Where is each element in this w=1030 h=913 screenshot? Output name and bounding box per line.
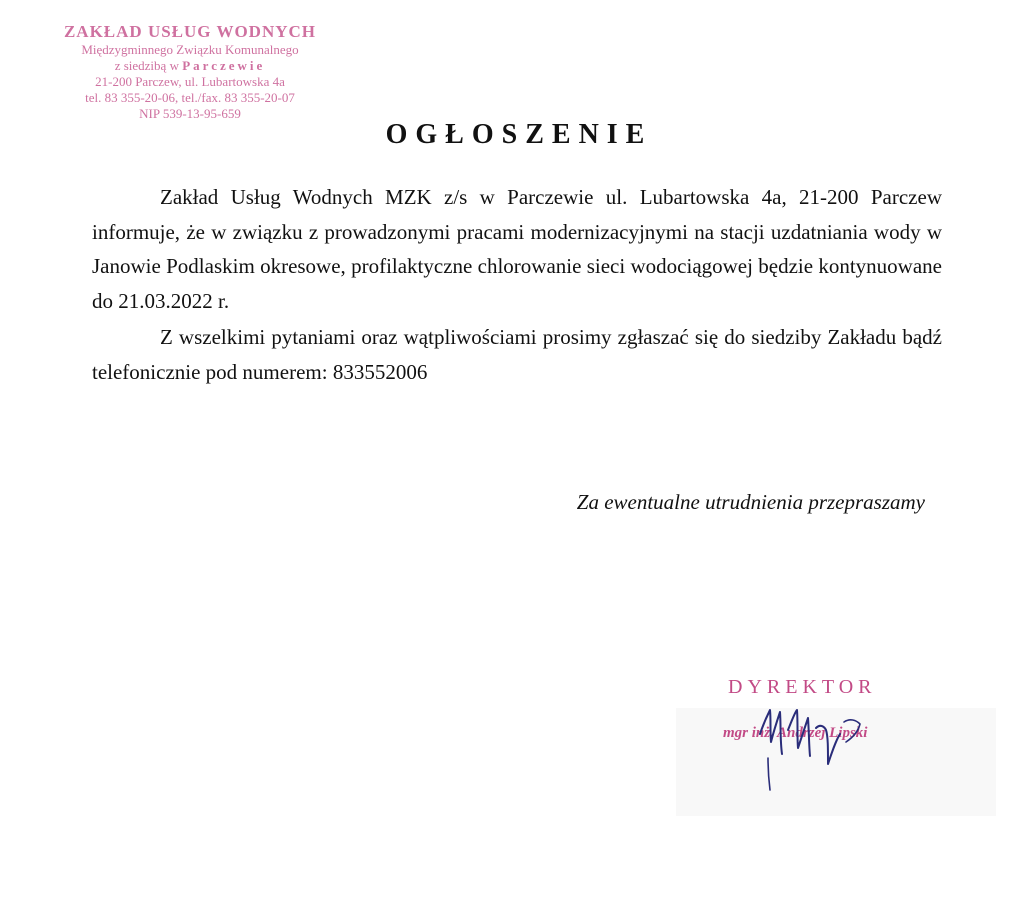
signature-stroke-1: [760, 710, 782, 754]
document-title: OGŁOSZENIE: [385, 119, 653, 150]
signature-stroke-5: [844, 720, 860, 742]
stamp-company-name: ZAKŁAD USŁUG WODNYCH: [63, 22, 317, 41]
stamp-address: 21-200 Parczew, ul. Lubartowska 4a: [95, 74, 285, 89]
body-paragraph-1: Zakład Usług Wodnych MZK z/s w Parczewie ul. Lubartowska 4a, 21-200 Parczew informuje, że w związku z prowadzonymi pracami modernizacyjnymi na stacji uzdatniania wody w Janowie Podlaskim okresowe, profilaktyczne chlorowanie sieci wodociągowej będzie kontynuowane do 21.03.2022 r.: [92, 185, 942, 313]
stamp-seat-prefix: z siedzibą w: [114, 58, 179, 73]
director-stamp-title: DYREKTOR: [728, 676, 877, 698]
company-stamp: [40, 22, 340, 122]
body-paragraph-2: Z wszelkimi pytaniami oraz wątpliwościami prosimy zgłaszać się do siedziby Zakładu bądź telefonicznie pod numerem: 833552006: [92, 325, 942, 384]
handwritten-signature: [740, 700, 880, 800]
apology-note: Za ewentualne utrudnienia przepraszamy: [576, 490, 925, 514]
stamp-nip: NIP 539-13-95-659: [139, 106, 241, 121]
document-body: [92, 180, 942, 390]
stamp-seat: [40, 58, 340, 74]
stamp-union-name: Międzygminnego Związku Komunalnego: [81, 42, 299, 57]
director-stamp-name: mgr inż. Andrzej Lipski: [723, 725, 868, 741]
stamp-phone: tel. 83 355-20-06, tel./fax. 83 355-20-07: [85, 90, 295, 105]
signature-stroke-3: [816, 726, 840, 764]
stamp-seat-city: Parczewie: [182, 58, 266, 73]
signature-stroke-2: [788, 710, 810, 756]
signature-stroke-4: [768, 758, 770, 790]
